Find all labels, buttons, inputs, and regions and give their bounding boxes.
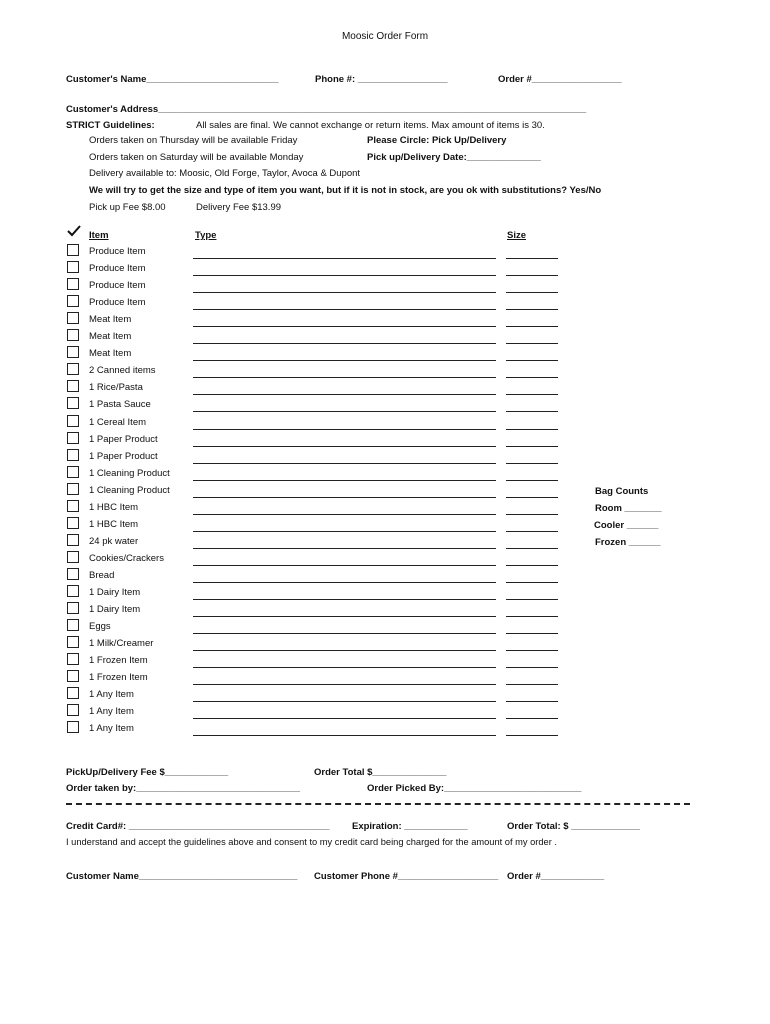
- item-label: 1 Dairy Item: [89, 604, 141, 615]
- item-type-line[interactable]: [193, 394, 496, 395]
- item-checkbox[interactable]: [67, 636, 79, 648]
- item-size-line[interactable]: [506, 582, 558, 583]
- customer-order-number-field[interactable]: Order #____________: [507, 871, 605, 882]
- item-checkbox[interactable]: [67, 653, 79, 665]
- item-size-line[interactable]: [506, 446, 558, 447]
- item-size-line[interactable]: [506, 360, 558, 361]
- consent-statement: I understand and accept the guidelines above and consent to my credit card being charged for the amount of my order .: [66, 837, 557, 847]
- item-label: Produce Item: [89, 246, 146, 257]
- item-checkbox[interactable]: [67, 568, 79, 580]
- item-type-line[interactable]: [193, 650, 496, 651]
- item-label: 1 Any Item: [89, 723, 134, 734]
- item-checkbox[interactable]: [67, 534, 79, 546]
- form-title: Moosic Order Form: [341, 31, 429, 42]
- item-type-line[interactable]: [193, 565, 496, 566]
- item-size-line[interactable]: [506, 411, 558, 412]
- cut-line-divider: [66, 803, 690, 805]
- item-type-line[interactable]: [193, 514, 496, 515]
- customer-phone-field[interactable]: Customer Phone #___________________: [314, 871, 499, 882]
- item-type-line[interactable]: [193, 531, 496, 532]
- item-label: 1 Cereal Item: [89, 417, 147, 428]
- expiration-field[interactable]: Expiration: ____________: [352, 821, 468, 832]
- item-type-line[interactable]: [193, 667, 496, 668]
- item-type-line[interactable]: [193, 446, 496, 447]
- bag-count-cooler[interactable]: Cooler ______: [594, 520, 659, 531]
- item-checkbox[interactable]: [67, 585, 79, 597]
- item-size-line[interactable]: [506, 531, 558, 532]
- item-size-line[interactable]: [506, 667, 558, 668]
- item-type-line[interactable]: [193, 360, 496, 361]
- item-label: 1 Paper Product: [89, 451, 158, 462]
- column-header-size: Size: [507, 230, 527, 241]
- item-checkbox[interactable]: [67, 244, 79, 256]
- item-size-line[interactable]: [506, 701, 558, 702]
- item-label: 1 Any Item: [89, 689, 134, 700]
- delivery-fee: Delivery Fee $13.99: [196, 202, 282, 213]
- bag-counts-title: Bag Counts: [595, 486, 649, 497]
- item-size-line[interactable]: [506, 684, 558, 685]
- item-label: 1 Frozen Item: [89, 655, 148, 666]
- column-header-item: Item: [89, 230, 109, 241]
- pickup-delivery-circle[interactable]: Please Circle: Pick Up/Delivery: [367, 135, 507, 146]
- item-type-line[interactable]: [193, 497, 496, 498]
- customer-name-field[interactable]: Customer's Name_________________________: [66, 74, 279, 85]
- item-checkbox[interactable]: [67, 721, 79, 733]
- item-label: 24 pk water: [89, 536, 139, 547]
- item-checkbox[interactable]: [67, 363, 79, 375]
- item-type-line[interactable]: [193, 411, 496, 412]
- item-checkbox[interactable]: [67, 295, 79, 307]
- substitution-question[interactable]: We will try to get the size and type of item you want, but if it is not in stock, are you ok with substitutions? Yes/No: [89, 185, 602, 196]
- item-checkbox[interactable]: [67, 312, 79, 324]
- item-size-line[interactable]: [506, 735, 558, 736]
- item-label: 1 Dairy Item: [89, 587, 141, 598]
- item-size-line[interactable]: [506, 548, 558, 549]
- order-taken-by-field[interactable]: Order taken by:_______________________________: [66, 783, 301, 794]
- item-checkbox[interactable]: [67, 261, 79, 273]
- item-checkbox[interactable]: [67, 602, 79, 614]
- item-size-line[interactable]: [506, 633, 558, 634]
- item-checkbox[interactable]: [67, 619, 79, 631]
- item-size-line[interactable]: [506, 343, 558, 344]
- item-type-line[interactable]: [193, 258, 496, 259]
- item-size-line[interactable]: [506, 275, 558, 276]
- item-label: 1 Rice/Pasta: [89, 382, 143, 393]
- item-checkbox[interactable]: [67, 517, 79, 529]
- item-label: Meat Item: [89, 331, 132, 342]
- item-size-line[interactable]: [506, 497, 558, 498]
- item-size-line[interactable]: [506, 463, 558, 464]
- item-checkbox[interactable]: [67, 415, 79, 427]
- item-type-line[interactable]: [193, 326, 496, 327]
- item-label: 1 Cleaning Product: [89, 468, 170, 479]
- item-type-line[interactable]: [193, 548, 496, 549]
- item-checkbox[interactable]: [67, 670, 79, 682]
- order-total-cc-field[interactable]: Order Total: $ _____________: [507, 821, 640, 832]
- phone-field[interactable]: Phone #: _________________: [315, 74, 448, 85]
- item-size-line[interactable]: [506, 258, 558, 259]
- item-size-line[interactable]: [506, 599, 558, 600]
- item-size-line[interactable]: [506, 650, 558, 651]
- item-size-line[interactable]: [506, 326, 558, 327]
- item-type-line[interactable]: [193, 735, 496, 736]
- item-label: 1 HBC Item: [89, 519, 139, 530]
- item-label: 2 Canned items: [89, 365, 156, 376]
- checkmark-icon: [66, 224, 82, 238]
- order-total-field[interactable]: Order Total $______________: [314, 767, 447, 778]
- item-label: 1 Milk/Creamer: [89, 638, 154, 649]
- order-number-field[interactable]: Order #_________________: [498, 74, 622, 85]
- item-size-line[interactable]: [506, 718, 558, 719]
- item-type-line[interactable]: [193, 616, 496, 617]
- item-type-line[interactable]: [193, 718, 496, 719]
- item-label: 1 Any Item: [89, 706, 134, 717]
- guidelines-label: STRICT Guidelines:: [66, 120, 155, 131]
- item-label: Produce Item: [89, 263, 146, 274]
- item-checkbox[interactable]: [67, 687, 79, 699]
- item-label: Bread: [89, 570, 115, 581]
- item-label: 1 Frozen Item: [89, 672, 148, 683]
- item-checkbox[interactable]: [67, 329, 79, 341]
- item-size-line[interactable]: [506, 292, 558, 293]
- item-label: 1 Pasta Sauce: [89, 399, 151, 410]
- item-size-line[interactable]: [506, 514, 558, 515]
- item-size-line[interactable]: [506, 377, 558, 378]
- bag-count-room[interactable]: Room _______: [595, 503, 662, 514]
- credit-card-field[interactable]: Credit Card#: ______________________________________: [66, 821, 330, 832]
- item-type-line[interactable]: [193, 429, 496, 430]
- item-label: 1 HBC Item: [89, 502, 139, 513]
- item-type-line[interactable]: [193, 582, 496, 583]
- customer-address-field[interactable]: Customer's Address_________________________________________________________________________________: [66, 104, 587, 115]
- item-label: Eggs: [89, 621, 111, 632]
- column-header-type: Type: [195, 230, 217, 241]
- item-size-line[interactable]: [506, 616, 558, 617]
- item-checkbox[interactable]: [67, 466, 79, 478]
- item-label: Meat Item: [89, 314, 132, 325]
- pickup-delivery-date-field[interactable]: Pick up/Delivery Date:______________: [367, 152, 541, 163]
- item-type-line[interactable]: [193, 701, 496, 702]
- item-checkbox[interactable]: [67, 483, 79, 495]
- item-type-line[interactable]: [193, 309, 496, 310]
- item-type-line[interactable]: [193, 377, 496, 378]
- item-checkbox[interactable]: [67, 500, 79, 512]
- item-type-line[interactable]: [193, 633, 496, 634]
- guidelines-text: All sales are final. We cannot exchange or return items. Max amount of items is 30.: [196, 120, 545, 131]
- item-label: Meat Item: [89, 348, 132, 359]
- order-picked-by-field[interactable]: Order Picked By:__________________________: [367, 783, 582, 794]
- item-checkbox[interactable]: [67, 397, 79, 409]
- item-checkbox[interactable]: [67, 278, 79, 290]
- item-checkbox[interactable]: [67, 346, 79, 358]
- item-size-line[interactable]: [506, 480, 558, 481]
- item-checkbox[interactable]: [67, 449, 79, 461]
- item-size-line[interactable]: [506, 309, 558, 310]
- item-type-line[interactable]: [193, 343, 496, 344]
- item-type-line[interactable]: [193, 599, 496, 600]
- item-label: 1 Cleaning Product: [89, 485, 170, 496]
- delivery-area-note: Delivery available to: Moosic, Old Forge, Taylor, Avoca & Dupont: [89, 168, 361, 179]
- item-type-line[interactable]: [193, 684, 496, 685]
- pickup-fee: Pick up Fee $8.00: [89, 202, 166, 213]
- item-checkbox[interactable]: [67, 380, 79, 392]
- bag-count-frozen[interactable]: Frozen ______: [595, 537, 661, 548]
- item-checkbox[interactable]: [67, 704, 79, 716]
- customer-name-signature-field[interactable]: Customer Name______________________________: [66, 871, 298, 882]
- item-size-line[interactable]: [506, 394, 558, 395]
- thursday-note: Orders taken on Thursday will be available Friday: [89, 135, 298, 146]
- item-label: 1 Paper Product: [89, 434, 158, 445]
- saturday-note: Orders taken on Saturday will be available Monday: [89, 152, 304, 163]
- item-label: Produce Item: [89, 297, 146, 308]
- item-type-line[interactable]: [193, 480, 496, 481]
- item-checkbox[interactable]: [67, 551, 79, 563]
- pickup-delivery-fee-field[interactable]: PickUp/Delivery Fee $____________: [66, 767, 229, 778]
- item-type-line[interactable]: [193, 292, 496, 293]
- item-type-line[interactable]: [193, 275, 496, 276]
- item-size-line[interactable]: [506, 565, 558, 566]
- item-type-line[interactable]: [193, 463, 496, 464]
- item-label: Produce Item: [89, 280, 146, 291]
- item-size-line[interactable]: [506, 429, 558, 430]
- item-checkbox[interactable]: [67, 432, 79, 444]
- item-label: Cookies/Crackers: [89, 553, 164, 564]
